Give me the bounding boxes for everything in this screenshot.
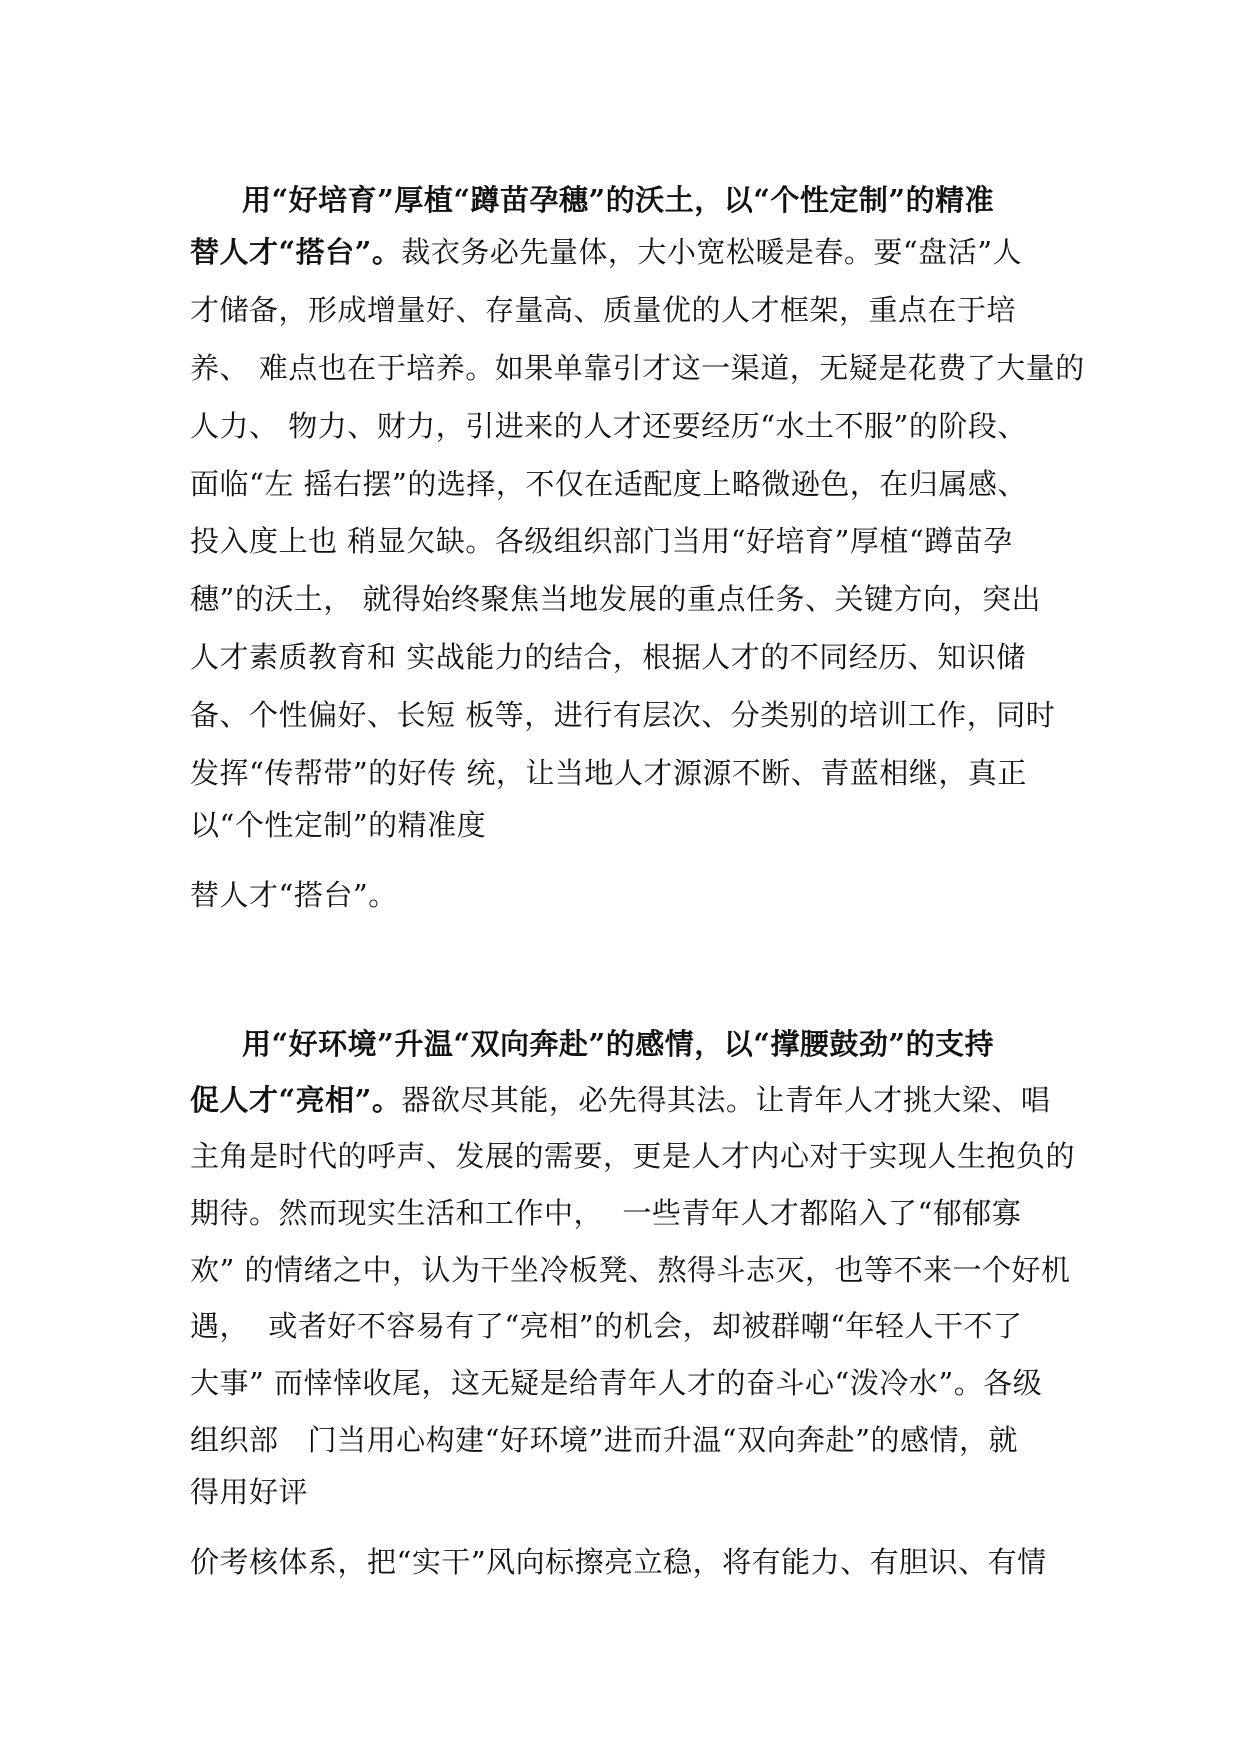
paragraph-line — [190, 1136, 1075, 1176]
body-text: 以“个性定制”的精准度 — [190, 808, 487, 842]
body-text: 裁衣务必先量体，大小宽松暖是春。要“盘活”人 — [401, 235, 1023, 269]
body-text: 组织部 门当用心构建“好环境”进而升温“双向奔赴”的感情，就 — [190, 1423, 1018, 1457]
body-text: 器欲尽其能，必先得其法。让青年人才挑大梁、唱 — [401, 1083, 1051, 1117]
body-text: 人力、 物力、财力，引进来的人才还要经历“水土不服”的阶段、 — [190, 409, 1027, 443]
body-text: 价考核体系，把“实干”风向标擦亮立稳，将有能力、有胆识、有情 — [190, 1545, 1047, 1579]
body-text: 期待。然而现实生活和工作中， 一些青年人才都陷入了“郁郁寡 — [190, 1196, 1022, 1230]
body-text: 主角是时代的呼声、发展的需要，更是人才内心对于实现人生抱负的 — [190, 1139, 1076, 1173]
body-text: 面临“左 摇右摆”的选择，不仅在适配度上略微逊色，在归属感、 — [190, 467, 1027, 501]
paragraph-line — [190, 1306, 1022, 1346]
bold-heading-text: 用“好环境”升温“双向奔赴”的感情，以“撑腰鼓劲”的支持 — [242, 1027, 995, 1061]
paragraph-line — [190, 875, 398, 915]
paragraph-line — [190, 1193, 1021, 1233]
paragraph-line — [190, 464, 1027, 504]
paragraph-line — [190, 1250, 1071, 1290]
paragraph-line — [190, 1542, 1047, 1582]
body-text: 替人才“搭台”。 — [190, 878, 398, 912]
body-text: 遇， 或者好不容易有了“亮相”的机会，却被群嘲“年轻人干不了 — [190, 1309, 1023, 1343]
paragraph-line — [190, 521, 1013, 561]
body-text: 欢” 的情绪之中，认为干坐冷板凳、熬得斗志灭，也等不来一个好机 — [190, 1253, 1071, 1287]
paragraph-line — [190, 637, 1026, 677]
body-text: 养、 难点也在于培养。如果单靠引才这一渠道，无疑是花费了大量的 — [190, 351, 1085, 385]
body-text: 穗”的沃土， 就得始终聚焦当地发展的重点任务、关键方向，突出 — [190, 582, 1042, 616]
body-text: 大事” 而悻悻收尾，这无疑是给青年人才的奋斗心“泼冷水”。各级 — [190, 1366, 1043, 1400]
paragraph-line — [242, 180, 994, 220]
paragraph-line — [190, 290, 1016, 330]
paragraph-line — [190, 406, 1027, 446]
body-text: 得用好评 — [190, 1475, 309, 1509]
body-text: 备、个性偏好、长短 板等，进行有层次、分类别的培训工作，同时 — [190, 698, 1056, 732]
paragraph-line — [190, 1420, 1018, 1460]
body-text: 投入度上也 稍显欠缺。各级组织部门当用“好培育”厚植“蹲苗孕 — [190, 524, 1013, 558]
paragraph-line — [190, 1472, 308, 1512]
paragraph-line — [190, 348, 1085, 388]
body-text: 人才素质教育和 实战能力的结合，根据人才的不同经历、知识储 — [190, 640, 1026, 674]
bold-heading-text: 替人才“搭台”。 — [190, 235, 402, 269]
paragraph-line — [190, 1080, 1050, 1120]
body-text: 发挥“传帮带”的好传 统，让当地人才源源不断、青蓝相继，真正 — [190, 756, 1027, 790]
paragraph-line — [190, 805, 486, 845]
body-text: 才储备，形成增量好、存量高、质量优的人才框架，重点在于培 — [190, 293, 1017, 327]
paragraph-line — [190, 579, 1041, 619]
paragraph-line — [190, 232, 1022, 272]
paragraph-line — [242, 1024, 994, 1064]
paragraph-line — [190, 695, 1055, 735]
bold-heading-text: 用“好培育”厚植“蹲苗孕穗”的沃土，以“个性定制”的精准 — [242, 183, 995, 217]
paragraph-line — [190, 1363, 1042, 1403]
paragraph-line — [190, 753, 1027, 793]
bold-heading-text: 促人才“亮相”。 — [190, 1083, 402, 1117]
